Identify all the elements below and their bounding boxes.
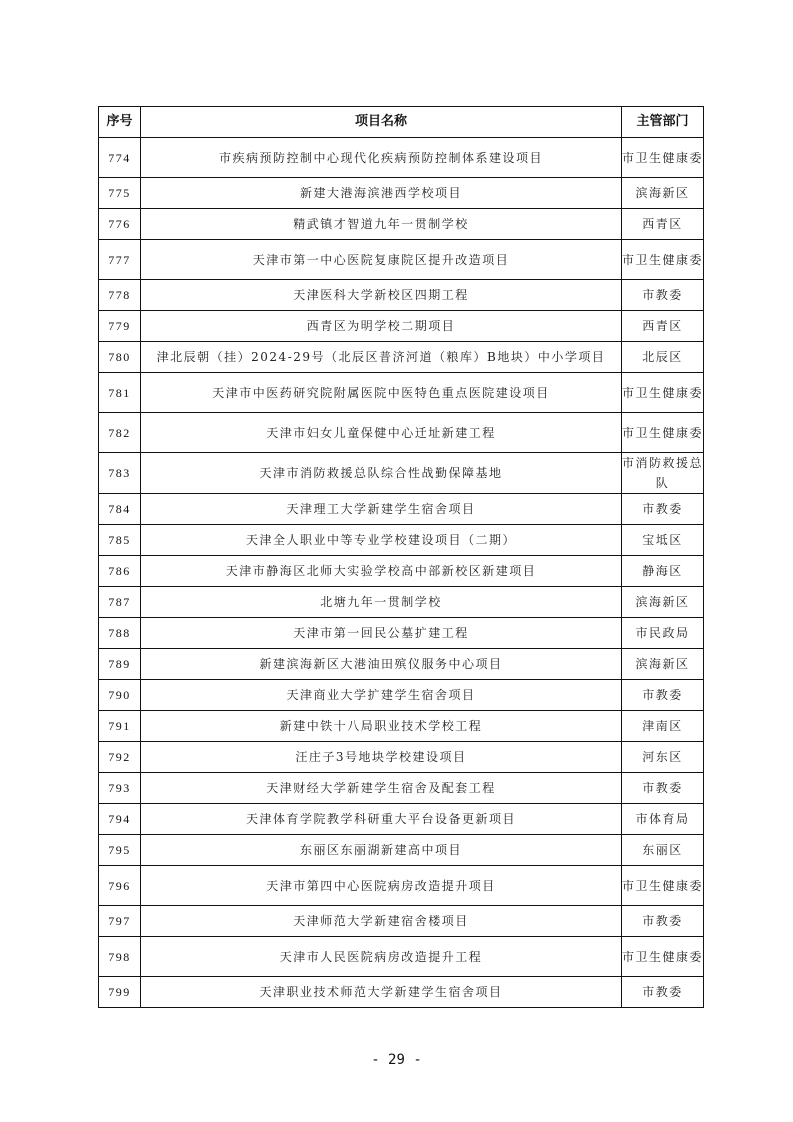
- table-row: [99, 342, 704, 373]
- department: 市体育局: [622, 804, 704, 835]
- row-number: 787: [99, 587, 141, 618]
- table-row: [99, 240, 704, 280]
- table-row: [99, 209, 704, 240]
- table-row: [99, 804, 704, 835]
- department: 宝坻区: [622, 525, 704, 556]
- project-name: 天津市第一回民公墓扩建工程: [141, 618, 622, 649]
- project-name: 精武镇才智道九年一贯制学校: [141, 209, 622, 240]
- project-name: 新建中铁十八局职业技术学校工程: [141, 711, 622, 742]
- row-number: 799: [99, 977, 141, 1008]
- table-row: [99, 906, 704, 937]
- row-number: 796: [99, 866, 141, 906]
- row-number: 780: [99, 342, 141, 373]
- project-name: 天津市第一中心医院复康院区提升改造项目: [141, 240, 622, 280]
- department: 河东区: [622, 742, 704, 773]
- project-name: 天津体育学院教学科研重大平台设备更新项目: [141, 804, 622, 835]
- row-number: 786: [99, 556, 141, 587]
- row-number: 774: [99, 138, 141, 178]
- project-name: 天津市消防救援总队综合性战勤保障基地: [141, 453, 622, 494]
- table-row: [99, 556, 704, 587]
- row-number: 792: [99, 742, 141, 773]
- table-row: [99, 649, 704, 680]
- department: 西青区: [622, 209, 704, 240]
- project-name: 天津市人民医院病房改造提升工程: [141, 937, 622, 977]
- table-row: [99, 618, 704, 649]
- department: 市卫生健康委: [622, 373, 704, 413]
- project-name: 新建大港海滨港西学校项目: [141, 178, 622, 209]
- project-name: 天津医科大学新校区四期工程: [141, 280, 622, 311]
- row-number: 790: [99, 680, 141, 711]
- department: 市卫生健康委: [622, 937, 704, 977]
- project-name: 天津市第四中心医院病房改造提升项目: [141, 866, 622, 906]
- project-name: 天津商业大学扩建学生宿舍项目: [141, 680, 622, 711]
- table-row: [99, 587, 704, 618]
- project-name: 天津市妇女儿童保健中心迁址新建工程: [141, 413, 622, 453]
- table-header-row: [99, 107, 704, 138]
- row-number: 783: [99, 453, 141, 494]
- project-name: 天津财经大学新建学生宿舍及配套工程: [141, 773, 622, 804]
- table-row: [99, 742, 704, 773]
- row-number: 791: [99, 711, 141, 742]
- department: 市民政局: [622, 618, 704, 649]
- department: 市教委: [622, 906, 704, 937]
- header-project-name: 项目名称: [141, 107, 622, 138]
- table-row: [99, 680, 704, 711]
- project-name: 新建滨海新区大港油田殡仪服务中心项目: [141, 649, 622, 680]
- table-row: [99, 977, 704, 1008]
- row-number: 782: [99, 413, 141, 453]
- project-name: 天津理工大学新建学生宿舍项目: [141, 494, 622, 525]
- table-row: [99, 494, 704, 525]
- table-row: [99, 413, 704, 453]
- table-row: [99, 138, 704, 178]
- project-name: 市疾病预防控制中心现代化疾病预防控制体系建设项目: [141, 138, 622, 178]
- table-row: [99, 178, 704, 209]
- row-number: 779: [99, 311, 141, 342]
- department: 市教委: [622, 680, 704, 711]
- department: 市卫生健康委: [622, 866, 704, 906]
- project-name: 津北辰朝（挂）2024-29号（北辰区普济河道（粮库）B地块）中小学项目: [141, 342, 622, 373]
- row-number: 776: [99, 209, 141, 240]
- row-number: 781: [99, 373, 141, 413]
- row-number: 797: [99, 906, 141, 937]
- row-number: 785: [99, 525, 141, 556]
- department: 市卫生健康委: [622, 138, 704, 178]
- department: 滨海新区: [622, 587, 704, 618]
- table-row: [99, 525, 704, 556]
- project-name: 东丽区东丽湖新建高中项目: [141, 835, 622, 866]
- department: 滨海新区: [622, 178, 704, 209]
- table-row: [99, 773, 704, 804]
- department: 市消防救援总队: [622, 453, 704, 494]
- row-number: 794: [99, 804, 141, 835]
- table-row: [99, 311, 704, 342]
- department: 西青区: [622, 311, 704, 342]
- header-department: 主管部门: [622, 107, 704, 138]
- row-number: 789: [99, 649, 141, 680]
- row-number: 795: [99, 835, 141, 866]
- table-row: [99, 937, 704, 977]
- table-row: [99, 835, 704, 866]
- row-number: 788: [99, 618, 141, 649]
- row-number: 778: [99, 280, 141, 311]
- project-name: 天津市静海区北师大实验学校高中部新校区新建项目: [141, 556, 622, 587]
- department: 市卫生健康委: [622, 413, 704, 453]
- project-name: 天津职业技术师范大学新建学生宿舍项目: [141, 977, 622, 1008]
- row-number: 784: [99, 494, 141, 525]
- table-row: [99, 373, 704, 413]
- department: 滨海新区: [622, 649, 704, 680]
- department: 静海区: [622, 556, 704, 587]
- project-name: 西青区为明学校二期项目: [141, 311, 622, 342]
- table-row: [99, 711, 704, 742]
- department: 津南区: [622, 711, 704, 742]
- department: 市教委: [622, 977, 704, 1008]
- project-name: 汪庄子3号地块学校建设项目: [141, 742, 622, 773]
- header-no: 序号: [99, 107, 141, 138]
- project-name: 北塘九年一贯制学校: [141, 587, 622, 618]
- project-name: 天津市中医药研究院附属医院中医特色重点医院建设项目: [141, 373, 622, 413]
- department: 北辰区: [622, 342, 704, 373]
- project-name: 天津全人职业中等专业学校建设项目（二期）: [141, 525, 622, 556]
- table-row: [99, 280, 704, 311]
- department: 东丽区: [622, 835, 704, 866]
- project-name: 天津师范大学新建宿舍楼项目: [141, 906, 622, 937]
- row-number: 798: [99, 937, 141, 977]
- table-row: [99, 866, 704, 906]
- table-row: [99, 453, 704, 494]
- project-table: [98, 106, 704, 1008]
- department: 市教委: [622, 280, 704, 311]
- department: 市教委: [622, 494, 704, 525]
- row-number: 777: [99, 240, 141, 280]
- department: 市教委: [622, 773, 704, 804]
- row-number: 775: [99, 178, 141, 209]
- row-number: 793: [99, 773, 141, 804]
- department: 市卫生健康委: [622, 240, 704, 280]
- page-number: - 29 -: [371, 1052, 422, 1068]
